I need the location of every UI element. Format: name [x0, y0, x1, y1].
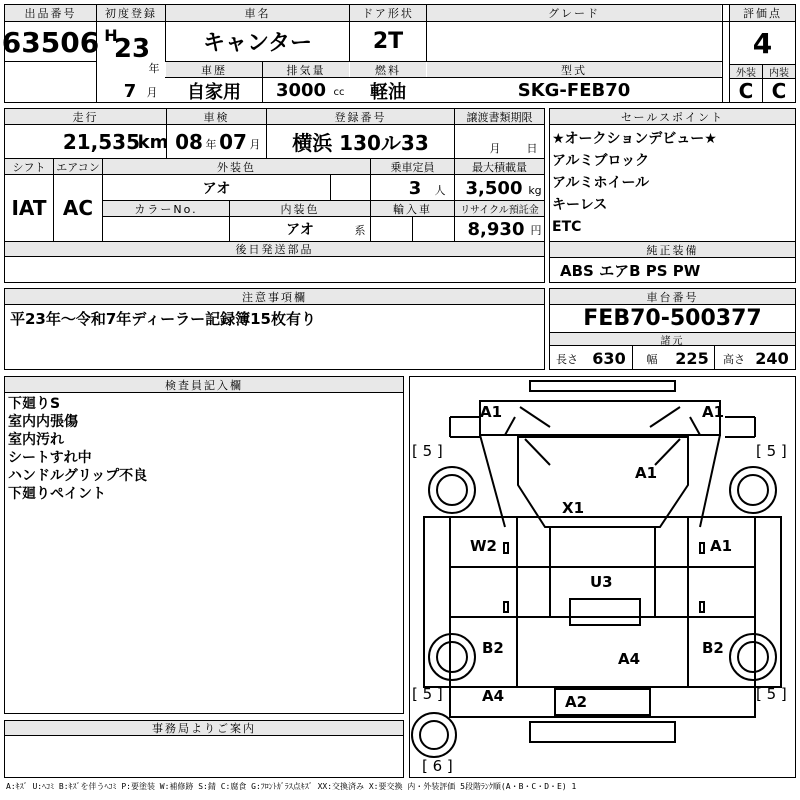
height-label: 高さ — [723, 353, 745, 366]
damage-diagram — [409, 376, 796, 778]
lot-label: 出品番号 — [5, 5, 96, 21]
width-label: 幅 — [646, 353, 658, 366]
year-unit: 年 — [148, 62, 160, 75]
import-label: 輸入車 — [371, 201, 454, 216]
history-value: 自家用 — [187, 81, 241, 103]
inspection-month-unit: 月 — [249, 138, 261, 151]
displacement-unit: cc — [333, 86, 345, 98]
int-color-label: 内装色 — [230, 201, 370, 216]
interior-label: 内装 — [763, 65, 795, 78]
damage-mark: B2 — [702, 639, 724, 657]
grade-label: グレード — [427, 5, 721, 21]
damage-mark: A2 — [565, 693, 588, 711]
inspection-month: 07 — [219, 130, 247, 154]
fuel-label: 燃料 — [350, 62, 426, 77]
inspector-note: 下廻りペイント — [8, 486, 106, 502]
tire-grade: [ 5 ] — [412, 685, 443, 703]
score-label: 評価点 — [730, 5, 795, 21]
damage-mark: A1 — [710, 537, 733, 555]
mileage-label: 走行 — [5, 109, 166, 124]
max-load-value: 3,500 — [465, 177, 523, 199]
car-name-label: 車名 — [166, 5, 349, 21]
sales-item: アルミホイール — [552, 175, 650, 191]
office-label: 事務局よりご案内 — [5, 721, 403, 735]
transfer-label: 譲渡書類期限 — [455, 109, 544, 124]
capacity-unit: 人 — [434, 184, 446, 197]
sales-item: ★オークションデビュー★ — [552, 131, 717, 147]
first-reg-label: 初度登録 — [97, 5, 165, 21]
recycle-label: リサイクル預託金 — [455, 201, 544, 216]
ext-color-value: アオ — [202, 180, 231, 197]
inspector-note: 下廻りS — [8, 396, 61, 412]
lot-number: 63506 — [1, 25, 100, 59]
int-color-value: アオ — [286, 222, 314, 238]
damage-mark: A1 — [480, 403, 503, 421]
plate-value: 横浜 130ル33 — [292, 130, 429, 155]
fuel-value: 軽油 — [370, 81, 406, 103]
equipment-label: 純正装備 — [550, 242, 795, 257]
model-label: 型式 — [427, 62, 721, 77]
transfer-month: 月 — [489, 142, 501, 155]
max-load-label: 最大積載量 — [455, 159, 544, 174]
damage-mark: U3 — [590, 573, 613, 591]
inspector-note: 室内内張傷 — [8, 414, 78, 430]
dims-label: 諸元 — [550, 333, 795, 345]
door-label: ドア形状 — [350, 5, 426, 21]
sales-label: セールスポイント — [550, 109, 795, 124]
damage-mark: A4 — [618, 650, 641, 668]
chassis-value: FEB70-500377 — [583, 306, 762, 331]
month-unit: 月 — [146, 86, 158, 99]
chassis-label: 車台番号 — [550, 289, 795, 304]
int-color-suffix: 系 — [354, 224, 366, 237]
caution-label: 注意事項欄 — [5, 289, 544, 304]
capacity-value: 3 — [408, 177, 422, 199]
score-value: 4 — [752, 26, 773, 60]
first-reg-year: 23 — [113, 34, 151, 64]
tire-grade: [ 6 ] — [422, 757, 453, 775]
later-parts-label: 後日発送部品 — [5, 242, 544, 256]
sales-item: ETC — [552, 219, 582, 235]
damage-mark: A1 — [702, 403, 725, 421]
ac-label: エアコン — [54, 159, 102, 174]
displacement-label: 排気量 — [263, 62, 349, 77]
exterior-label: 外装 — [730, 65, 762, 78]
inspection-year: 08 — [175, 130, 203, 154]
inspection-label: 車検 — [167, 109, 266, 124]
shift-label: シフト — [5, 159, 53, 174]
inspection-year-unit: 年 — [205, 138, 217, 151]
mileage-value: 21,535 — [62, 130, 140, 154]
sales-item: アルミブロック — [552, 153, 650, 169]
tire-grade: [ 5 ] — [756, 685, 787, 703]
legend: A:ｷｽﾞ U:ﾍｺﾐ B:ｷｽﾞを伴うﾍｺﾐ P:要塗装 W:補修跡 S:錆 C:腐食 G:ﾌﾛﾝﾄｶﾞﾗｽ点ｷｽﾞ XX:交換済み X:要交換 内・外装評価 5段階ﾗﾝｸ順(A・B・C・D・E) 1 — [6, 782, 577, 791]
max-load-unit: kg — [528, 183, 542, 197]
interior-grade: C — [771, 79, 787, 103]
era-mark: H — [104, 25, 118, 45]
displacement-value: 3000 — [275, 80, 327, 101]
recycle-unit: 円 — [530, 224, 542, 237]
damage-mark: A4 — [482, 687, 505, 705]
first-reg-month: 7 — [123, 80, 137, 102]
caution-value: 平23年～令和7年ディーラー記録簿15枚有り — [10, 310, 316, 328]
length-label: 長さ — [556, 353, 578, 366]
transfer-day: 日 — [526, 142, 538, 155]
inspector-note: ハンドルグリップ不良 — [8, 468, 148, 484]
mileage-unit: km — [137, 131, 169, 153]
car-name: キャンター — [202, 31, 313, 56]
door-type: 2T — [372, 29, 404, 54]
damage-mark: X1 — [562, 499, 585, 517]
shift-value: IAT — [11, 196, 47, 220]
tire-grade: [ 5 ] — [412, 442, 443, 460]
damage-mark: W2 — [470, 537, 497, 555]
color-no-label: カラーNo. — [103, 201, 229, 216]
length-value: 630 — [592, 348, 626, 368]
height-value: 240 — [755, 348, 789, 368]
inspector-note: シートすれ中 — [8, 450, 92, 466]
width-value: 225 — [675, 348, 709, 368]
recycle-value: 8,930 — [467, 218, 525, 240]
equipment-value: ABS エアB PS PW — [560, 262, 701, 280]
damage-mark: B2 — [482, 639, 504, 657]
tire-grade: [ 5 ] — [756, 442, 787, 460]
ac-value: AC — [62, 196, 94, 220]
inspector-label: 検査員記入欄 — [5, 377, 403, 392]
damage-mark: A1 — [635, 464, 658, 482]
plate-label: 登録番号 — [267, 109, 454, 124]
exterior-grade: C — [738, 79, 754, 103]
sales-item: キーレス — [552, 197, 608, 213]
inspector-note: 室内汚れ — [8, 432, 64, 448]
ext-color-label: 外装色 — [103, 159, 370, 174]
history-label: 車歴 — [166, 62, 262, 77]
model-value: SKG-FEB70 — [517, 80, 631, 101]
capacity-label: 乗車定員 — [371, 159, 454, 174]
grade-value — [427, 22, 721, 61]
